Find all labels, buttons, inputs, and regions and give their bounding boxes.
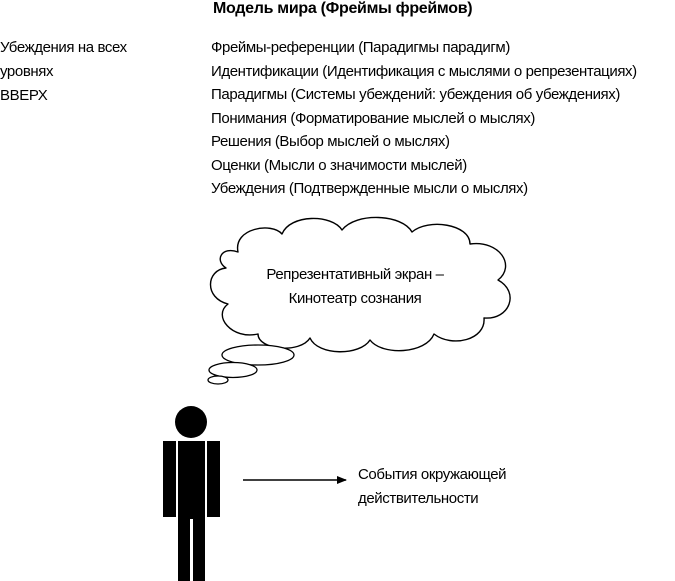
- level-item: Фреймы-референции (Парадигмы парадигм): [211, 39, 510, 56]
- left-label-line: Убеждения на всех: [0, 39, 127, 56]
- level-item: Идентификации (Идентификация с мыслями о репрезентациях): [211, 62, 637, 80]
- left-label-line: уровнях: [0, 63, 54, 80]
- left-label-line: ВВЕРХ: [0, 87, 48, 104]
- cloud-caption-line2: Кинотеатр сознания: [288, 290, 422, 307]
- person-right-leg: [193, 517, 205, 581]
- person-torso: [178, 441, 205, 519]
- level-item: Убеждения (Подтвержденные мысли о мыслях): [211, 180, 528, 197]
- level-item: Решения (Выбор мыслей о мыслях): [211, 133, 450, 150]
- thought-bubble-small: [208, 376, 228, 384]
- thought-bubble-medium: [209, 363, 257, 378]
- cloud-caption-line1: Репрезентативный экран –: [266, 266, 444, 283]
- level-item: Парадигмы (Системы убеждений: убеждения об убеждениях): [211, 86, 620, 103]
- person-head: [175, 406, 207, 438]
- events-caption-line2: действительности: [358, 490, 479, 507]
- diagram-title: Модель мира (Фреймы фреймов): [213, 0, 473, 17]
- events-caption: [358, 463, 506, 511]
- person-left-arm: [163, 441, 176, 517]
- person-left-leg: [178, 517, 190, 581]
- cloud-caption: [255, 263, 455, 311]
- person-figure: [163, 406, 220, 581]
- person-right-arm: [207, 441, 220, 517]
- events-caption-line1: События окружающей: [358, 466, 507, 483]
- level-item: Оценки (Мысли о значимости мыслей): [211, 156, 467, 174]
- level-item: Понимания (Форматирование мыслей о мыслях): [211, 109, 535, 127]
